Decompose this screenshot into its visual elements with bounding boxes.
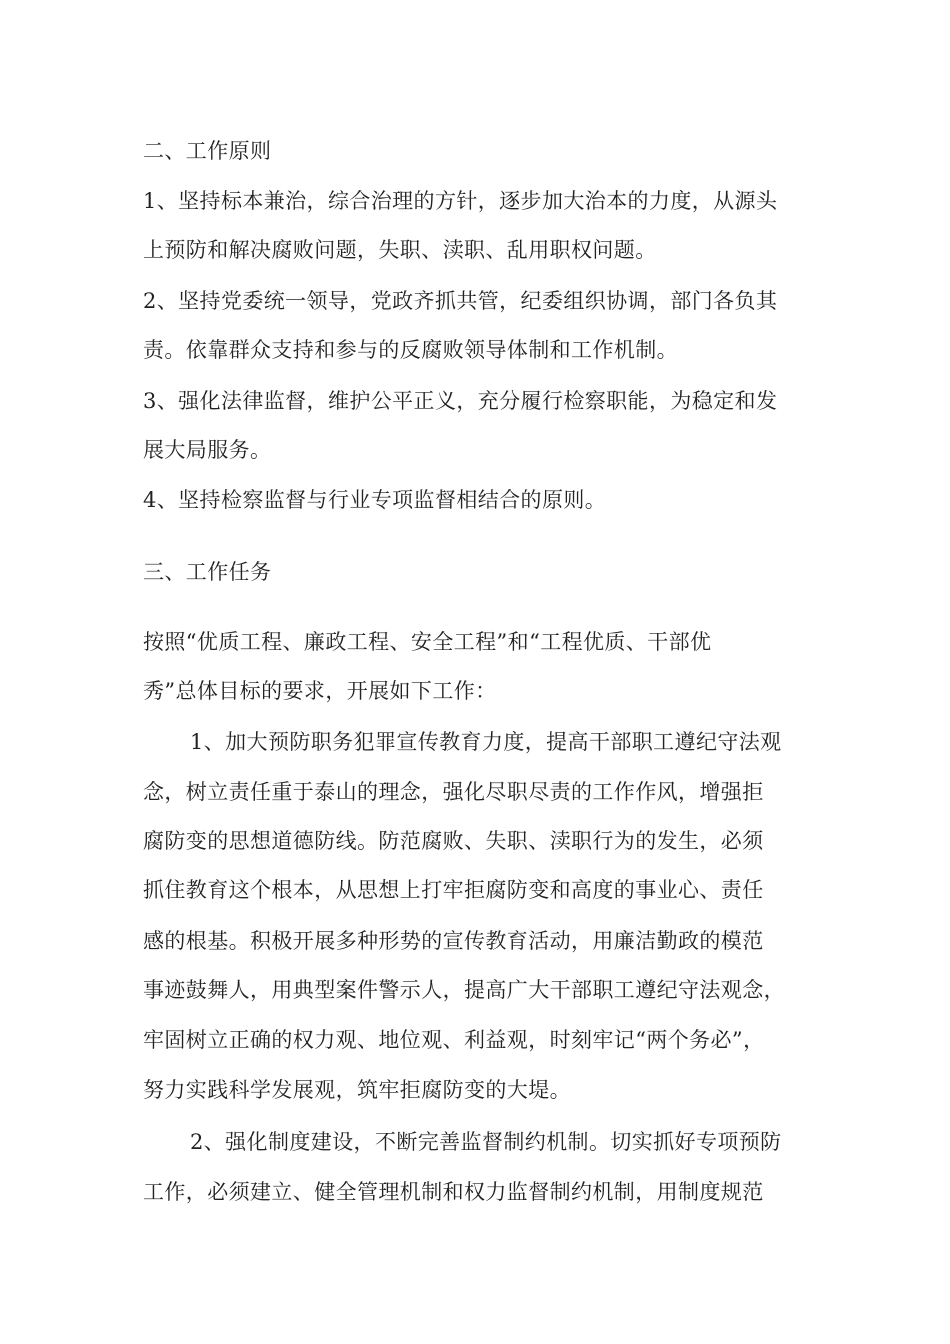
task-paragraph-1-line-8: 努力实践科学发展观，筑牢拒腐防变的大堤。 [143,1078,571,1102]
task-paragraph-2-line-1: 2、强化制度建设，不断完善监督制约机制。切实抓好专项预防 [190,1130,782,1154]
principle-item-4-line-1: 4、坚持检察监督与行业专项监督相结合的原则。 [143,488,607,512]
task-paragraph-1-line-6: 事迹鼓舞人，用典型案件警示人，提高广大干部职工遵纪守法观念， [143,978,785,1002]
task-paragraph-2-line-2: 工作，必须建立、健全管理机制和权力监督制约机制，用制度规范 [143,1180,764,1204]
principle-item-2-line-2: 责。依靠群众支持和参与的反腐败领导体制和工作机制。 [143,338,678,362]
intro-line-2: 秀”总体目标的要求，开展如下工作： [143,679,497,703]
intro-line-1: 按照“优质工程、廉政工程、安全工程”和“工程优质、干部优 [143,630,712,654]
task-paragraph-1-line-7: 牢固树立正确的权力观、地位观、利益观，时刻牢记“两个务必”， [143,1028,765,1052]
task-paragraph-1-line-3: 腐防变的思想道德防线。防范腐败、失职、渎职行为的发生，必须 [143,829,764,853]
task-paragraph-1-line-2: 念，树立责任重于泰山的理念，强化尽职尽责的工作作风，增强拒 [143,780,764,804]
task-paragraph-1-line-4: 抓住教育这个根本，从思想上打牢拒腐防变和高度的事业心、责任 [143,878,764,902]
section-heading: 二、工作原则 [143,139,272,163]
principle-item-1-line-1: 1、坚持标本兼治，综合治理的方针，逐步加大治本的力度，从源头 [143,189,778,213]
task-paragraph-1-line-1: 1、加大预防职务犯罪宣传教育力度，提高干部职工遵纪守法观 [190,730,782,754]
principle-item-3-line-2: 展大局服务。 [143,438,272,462]
principle-item-2-line-1: 2、坚持党委统一领导，党政齐抓共管，纪委组织协调，部门各负其 [143,289,778,313]
section-heading: 三、工作任务 [143,560,272,584]
principle-item-3-line-1: 3、强化法律监督，维护公平正义，充分履行检察职能，为稳定和发 [143,389,778,413]
principle-item-1-line-2: 上预防和解决腐败问题，失职、渎职、乱用职权问题。 [143,238,657,262]
task-paragraph-1-line-5: 感的根基。积极开展多种形势的宣传教育活动，用廉洁勤政的模范 [143,929,764,953]
